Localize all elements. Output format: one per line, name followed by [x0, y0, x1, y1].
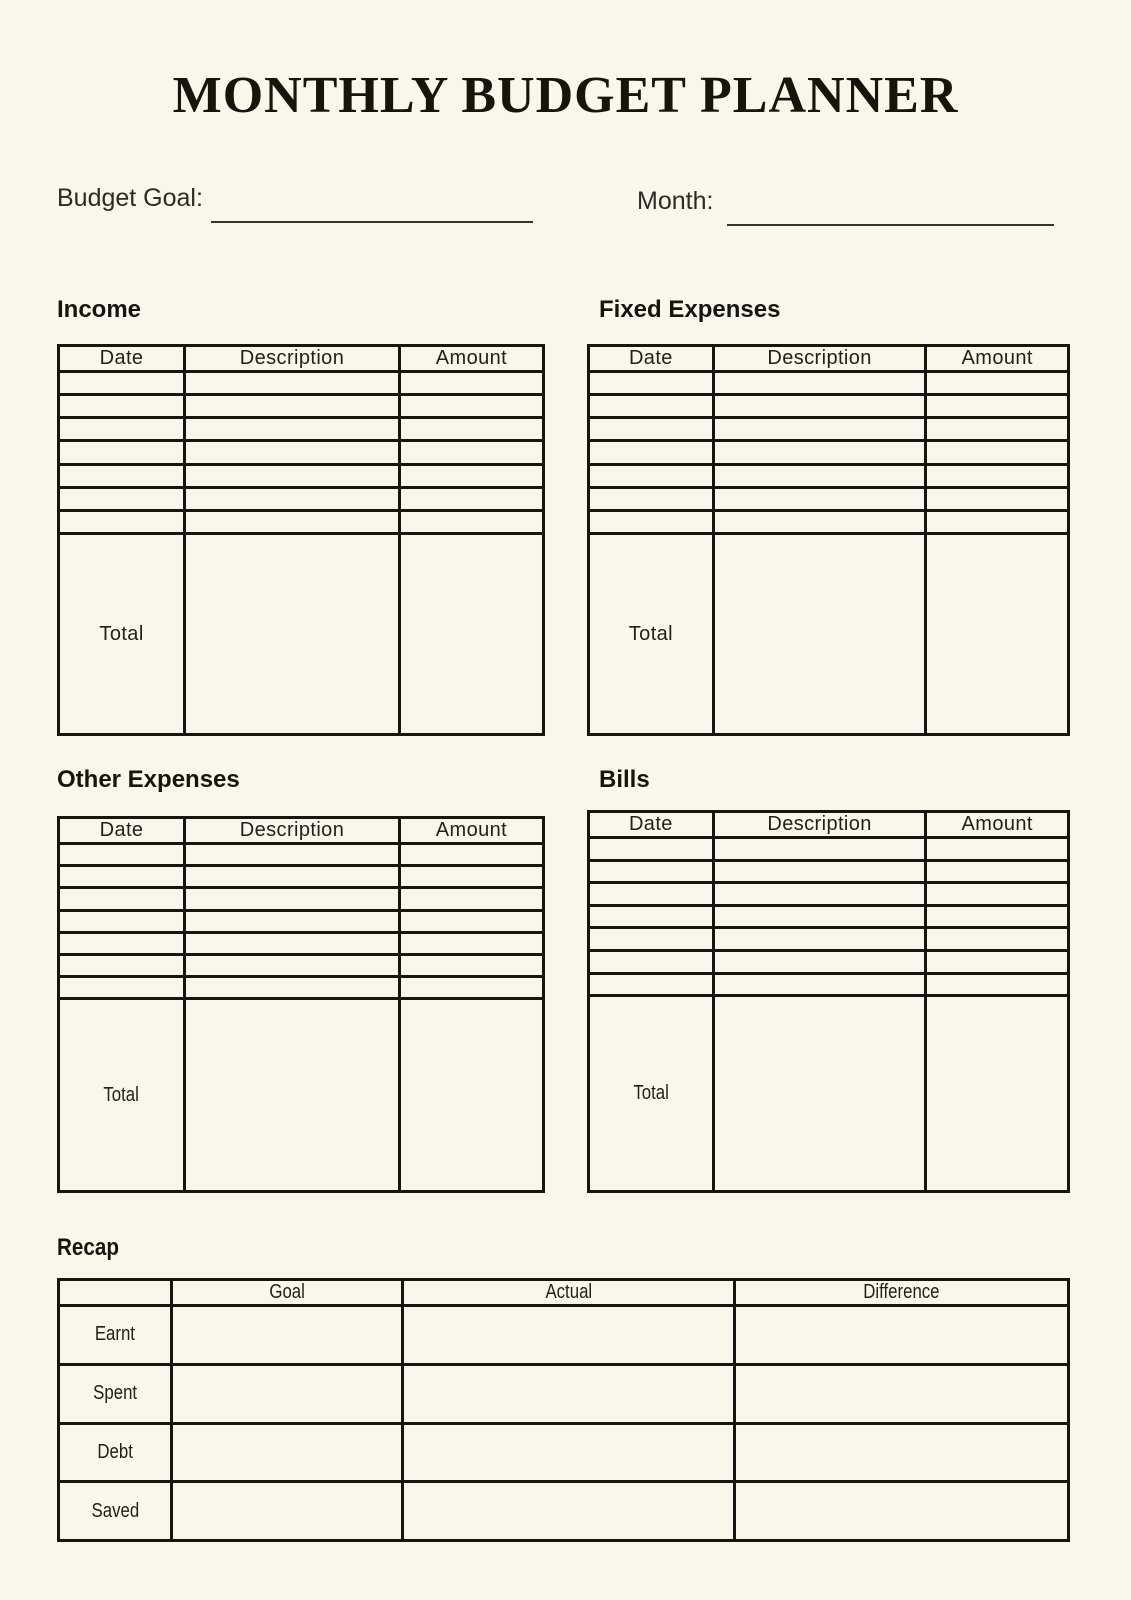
bills-blank-row: [589, 838, 1069, 861]
blank-description-cell: [185, 977, 400, 999]
recap-row-label-debt: [59, 1423, 172, 1482]
income-column-header-date: Date: [59, 346, 185, 372]
income-table: [57, 344, 545, 736]
recap-row-earnt: [59, 1306, 1069, 1365]
recap-difference-cell: [734, 1306, 1068, 1365]
income-section-heading: Income: [57, 296, 142, 323]
blank-date-cell: [59, 910, 185, 932]
income-blank-row: [59, 395, 544, 418]
bills-blank-row: [589, 950, 1069, 973]
blank-description-cell: [713, 418, 926, 441]
blank-amount-cell: [399, 372, 543, 395]
blank-date-cell: [589, 973, 714, 996]
blank-amount-cell: [926, 950, 1069, 973]
budget-goal-label: Budget Goal:: [57, 184, 203, 212]
blank-description-cell: [185, 418, 400, 441]
blank-description-cell: [713, 534, 926, 735]
other-expenses-column-header-date: Date: [59, 818, 185, 844]
other-expenses-blank-row: [59, 955, 544, 977]
fixed-expenses-blank-row: [589, 395, 1069, 418]
blank-description-cell: [185, 464, 400, 487]
fixed-expenses-column-header-description: Description: [713, 346, 926, 372]
bills-header-row: [589, 812, 1069, 838]
recap-row-debt: [59, 1423, 1069, 1482]
blank-description-cell: [185, 441, 400, 464]
bills-column-header-date: Date: [589, 812, 714, 838]
recap-row-label-text: Debt: [97, 1440, 133, 1463]
recap-header-text: Difference: [863, 1281, 940, 1303]
budget-goal-fill-line: [211, 221, 533, 223]
bills-section-heading: Bills: [599, 766, 650, 793]
fixed-expenses-blank-row: [589, 510, 1069, 533]
blank-date-cell: [589, 883, 714, 906]
blank-amount-cell: [926, 883, 1069, 906]
blank-description-cell: [713, 950, 926, 973]
other-expenses-total-label: [59, 999, 185, 1192]
recap-goal-cell: [172, 1306, 403, 1365]
fixed-expenses-blank-row: [589, 441, 1069, 464]
blank-date-cell: [59, 866, 185, 888]
fixed-expenses-column-header-date: Date: [589, 346, 714, 372]
recap-goal-cell: [172, 1423, 403, 1482]
bills-blank-row: [589, 860, 1069, 883]
other-expenses-blank-row: [59, 888, 544, 910]
recap-goal-cell: [172, 1364, 403, 1423]
recap-column-header-difference: [734, 1280, 1068, 1306]
bills-table: [587, 810, 1070, 1193]
page-title: MONTHLY BUDGET PLANNER: [172, 67, 959, 124]
blank-date-cell: [59, 888, 185, 910]
blank-amount-cell: [399, 955, 543, 977]
total-label-text: Total: [103, 1083, 140, 1106]
recap-difference-cell: [734, 1482, 1068, 1541]
blank-description-cell: [185, 932, 400, 954]
fixed-expenses-table: [587, 344, 1070, 736]
recap-row-spent: [59, 1364, 1069, 1423]
fixed-expenses-table-container: [587, 344, 1070, 736]
blank-description-cell: [185, 955, 400, 977]
blank-amount-cell: [399, 999, 543, 1192]
income-total-label: Total: [59, 534, 185, 735]
other-expenses-blank-row: [59, 844, 544, 866]
blank-date-cell: [59, 932, 185, 954]
recap-actual-cell: [403, 1364, 734, 1423]
income-column-header-amount: Amount: [399, 346, 543, 372]
blank-description-cell: [713, 372, 926, 395]
blank-date-cell: [589, 487, 714, 510]
blank-amount-cell: [399, 977, 543, 999]
recap-difference-cell: [734, 1423, 1068, 1482]
blank-amount-cell: [926, 418, 1069, 441]
recap-section-heading: [57, 1234, 129, 1262]
blank-date-cell: [589, 860, 714, 883]
recap-row-label-spent: [59, 1364, 172, 1423]
bills-blank-row: [589, 905, 1069, 928]
recap-row-label-text: Earnt: [94, 1323, 136, 1346]
fixed-expenses-blank-row: [589, 372, 1069, 395]
other-expenses-table: [57, 816, 545, 1193]
blank-description-cell: [713, 510, 926, 533]
blank-date-cell: [59, 395, 185, 418]
recap-corner-cell: [59, 1280, 172, 1306]
recap-header-text: Goal: [269, 1281, 305, 1303]
blank-amount-cell: [926, 487, 1069, 510]
blank-date-cell: [589, 510, 714, 533]
other-expenses-blank-row: [59, 932, 544, 954]
month-fill-line: [727, 224, 1054, 226]
blank-amount-cell: [926, 510, 1069, 533]
blank-amount-cell: [399, 888, 543, 910]
blank-date-cell: [589, 395, 714, 418]
blank-date-cell: [589, 464, 714, 487]
blank-date-cell: [59, 510, 185, 533]
bills-blank-row: [589, 883, 1069, 906]
blank-description-cell: [713, 838, 926, 861]
bills-total-label: [589, 996, 714, 1192]
recap-actual-cell: [403, 1423, 734, 1482]
income-blank-row: [59, 418, 544, 441]
blank-amount-cell: [399, 464, 543, 487]
blank-description-cell: [185, 888, 400, 910]
income-blank-row: [59, 487, 544, 510]
recap-actual-cell: [403, 1482, 734, 1541]
blank-description-cell: [185, 910, 400, 932]
blank-amount-cell: [399, 844, 543, 866]
recap-table-container: [57, 1278, 1070, 1542]
blank-description-cell: [713, 395, 926, 418]
bills-column-header-amount: Amount: [926, 812, 1069, 838]
other-expenses-blank-row: [59, 910, 544, 932]
blank-date-cell: [589, 441, 714, 464]
recap-column-header-actual: [403, 1280, 734, 1306]
blank-amount-cell: [399, 910, 543, 932]
blank-date-cell: [589, 928, 714, 951]
income-blank-row: [59, 372, 544, 395]
other-expenses-blank-row: [59, 977, 544, 999]
income-header-row: [59, 346, 544, 372]
blank-amount-cell: [926, 395, 1069, 418]
income-table-container: [57, 344, 545, 736]
blank-description-cell: [185, 487, 400, 510]
blank-date-cell: [589, 950, 714, 973]
blank-amount-cell: [926, 441, 1069, 464]
blank-description-cell: [185, 844, 400, 866]
recap-column-header-goal: [172, 1280, 403, 1306]
blank-date-cell: [59, 418, 185, 441]
blank-amount-cell: [399, 418, 543, 441]
bills-table-container: [587, 810, 1070, 1193]
blank-date-cell: [59, 955, 185, 977]
blank-description-cell: [185, 372, 400, 395]
blank-description-cell: [713, 487, 926, 510]
blank-date-cell: [59, 487, 185, 510]
other-expenses-column-header-amount: Amount: [399, 818, 543, 844]
bills-column-header-description: Description: [713, 812, 926, 838]
other-expenses-blank-row: [59, 866, 544, 888]
bills-total-row: [589, 996, 1069, 1192]
fixed-expenses-blank-row: [589, 418, 1069, 441]
blank-description-cell: [713, 928, 926, 951]
fixed-expenses-column-header-amount: Amount: [926, 346, 1069, 372]
income-column-header-description: Description: [185, 346, 400, 372]
blank-description-cell: [713, 883, 926, 906]
recap-row-label-text: Saved: [91, 1499, 139, 1522]
blank-amount-cell: [399, 441, 543, 464]
blank-description-cell: [185, 866, 400, 888]
blank-description-cell: [185, 534, 400, 735]
fixed-expenses-section-heading: Fixed Expenses: [599, 296, 781, 323]
recap-heading-text: Recap: [57, 1234, 119, 1261]
recap-goal-cell: [172, 1482, 403, 1541]
recap-table: [57, 1278, 1070, 1542]
blank-description-cell: [185, 510, 400, 533]
recap-row-label-text: Spent: [93, 1382, 138, 1405]
blank-description-cell: [185, 999, 400, 1192]
blank-date-cell: [589, 372, 714, 395]
blank-date-cell: [589, 905, 714, 928]
income-total-row: [59, 534, 544, 735]
blank-date-cell: [589, 838, 714, 861]
other-expenses-total-row: [59, 999, 544, 1192]
blank-description-cell: [713, 860, 926, 883]
recap-row-label-saved: [59, 1482, 172, 1541]
blank-amount-cell: [926, 905, 1069, 928]
blank-amount-cell: [399, 866, 543, 888]
blank-amount-cell: [399, 510, 543, 533]
income-blank-row: [59, 441, 544, 464]
blank-date-cell: [59, 441, 185, 464]
fixed-expenses-blank-row: [589, 464, 1069, 487]
total-label-text: Total: [633, 1082, 669, 1105]
blank-description-cell: [713, 464, 926, 487]
bills-blank-row: [589, 973, 1069, 996]
recap-actual-cell: [403, 1306, 734, 1365]
fixed-expenses-blank-row: [589, 487, 1069, 510]
blank-description-cell: [713, 973, 926, 996]
blank-amount-cell: [926, 464, 1069, 487]
blank-date-cell: [589, 418, 714, 441]
recap-header-text: Actual: [545, 1281, 592, 1303]
blank-date-cell: [59, 372, 185, 395]
blank-amount-cell: [926, 860, 1069, 883]
blank-description-cell: [713, 905, 926, 928]
blank-description-cell: [713, 996, 926, 1192]
bills-blank-row: [589, 928, 1069, 951]
blank-date-cell: [59, 844, 185, 866]
blank-amount-cell: [399, 487, 543, 510]
recap-header-row: [59, 1280, 1069, 1306]
blank-amount-cell: [926, 534, 1069, 735]
blank-amount-cell: [926, 996, 1069, 1192]
blank-amount-cell: [926, 838, 1069, 861]
blank-amount-cell: [926, 973, 1069, 996]
blank-date-cell: [59, 464, 185, 487]
other-expenses-table-container: [57, 816, 545, 1193]
blank-date-cell: [59, 977, 185, 999]
blank-description-cell: [713, 441, 926, 464]
fixed-expenses-total-label: Total: [589, 534, 714, 735]
other-expenses-section-heading: Other Expenses: [57, 766, 240, 793]
recap-row-label-earnt: [59, 1306, 172, 1365]
blank-amount-cell: [399, 534, 543, 735]
fixed-expenses-header-row: [589, 346, 1069, 372]
income-blank-row: [59, 510, 544, 533]
other-expenses-column-header-description: Description: [185, 818, 400, 844]
other-expenses-header-row: [59, 818, 544, 844]
month-label: Month:: [637, 187, 714, 215]
blank-description-cell: [185, 395, 400, 418]
blank-amount-cell: [926, 928, 1069, 951]
recap-difference-cell: [734, 1364, 1068, 1423]
blank-amount-cell: [926, 372, 1069, 395]
blank-amount-cell: [399, 932, 543, 954]
income-blank-row: [59, 464, 544, 487]
blank-amount-cell: [399, 395, 543, 418]
fixed-expenses-total-row: [589, 534, 1069, 735]
recap-row-saved: [59, 1482, 1069, 1541]
